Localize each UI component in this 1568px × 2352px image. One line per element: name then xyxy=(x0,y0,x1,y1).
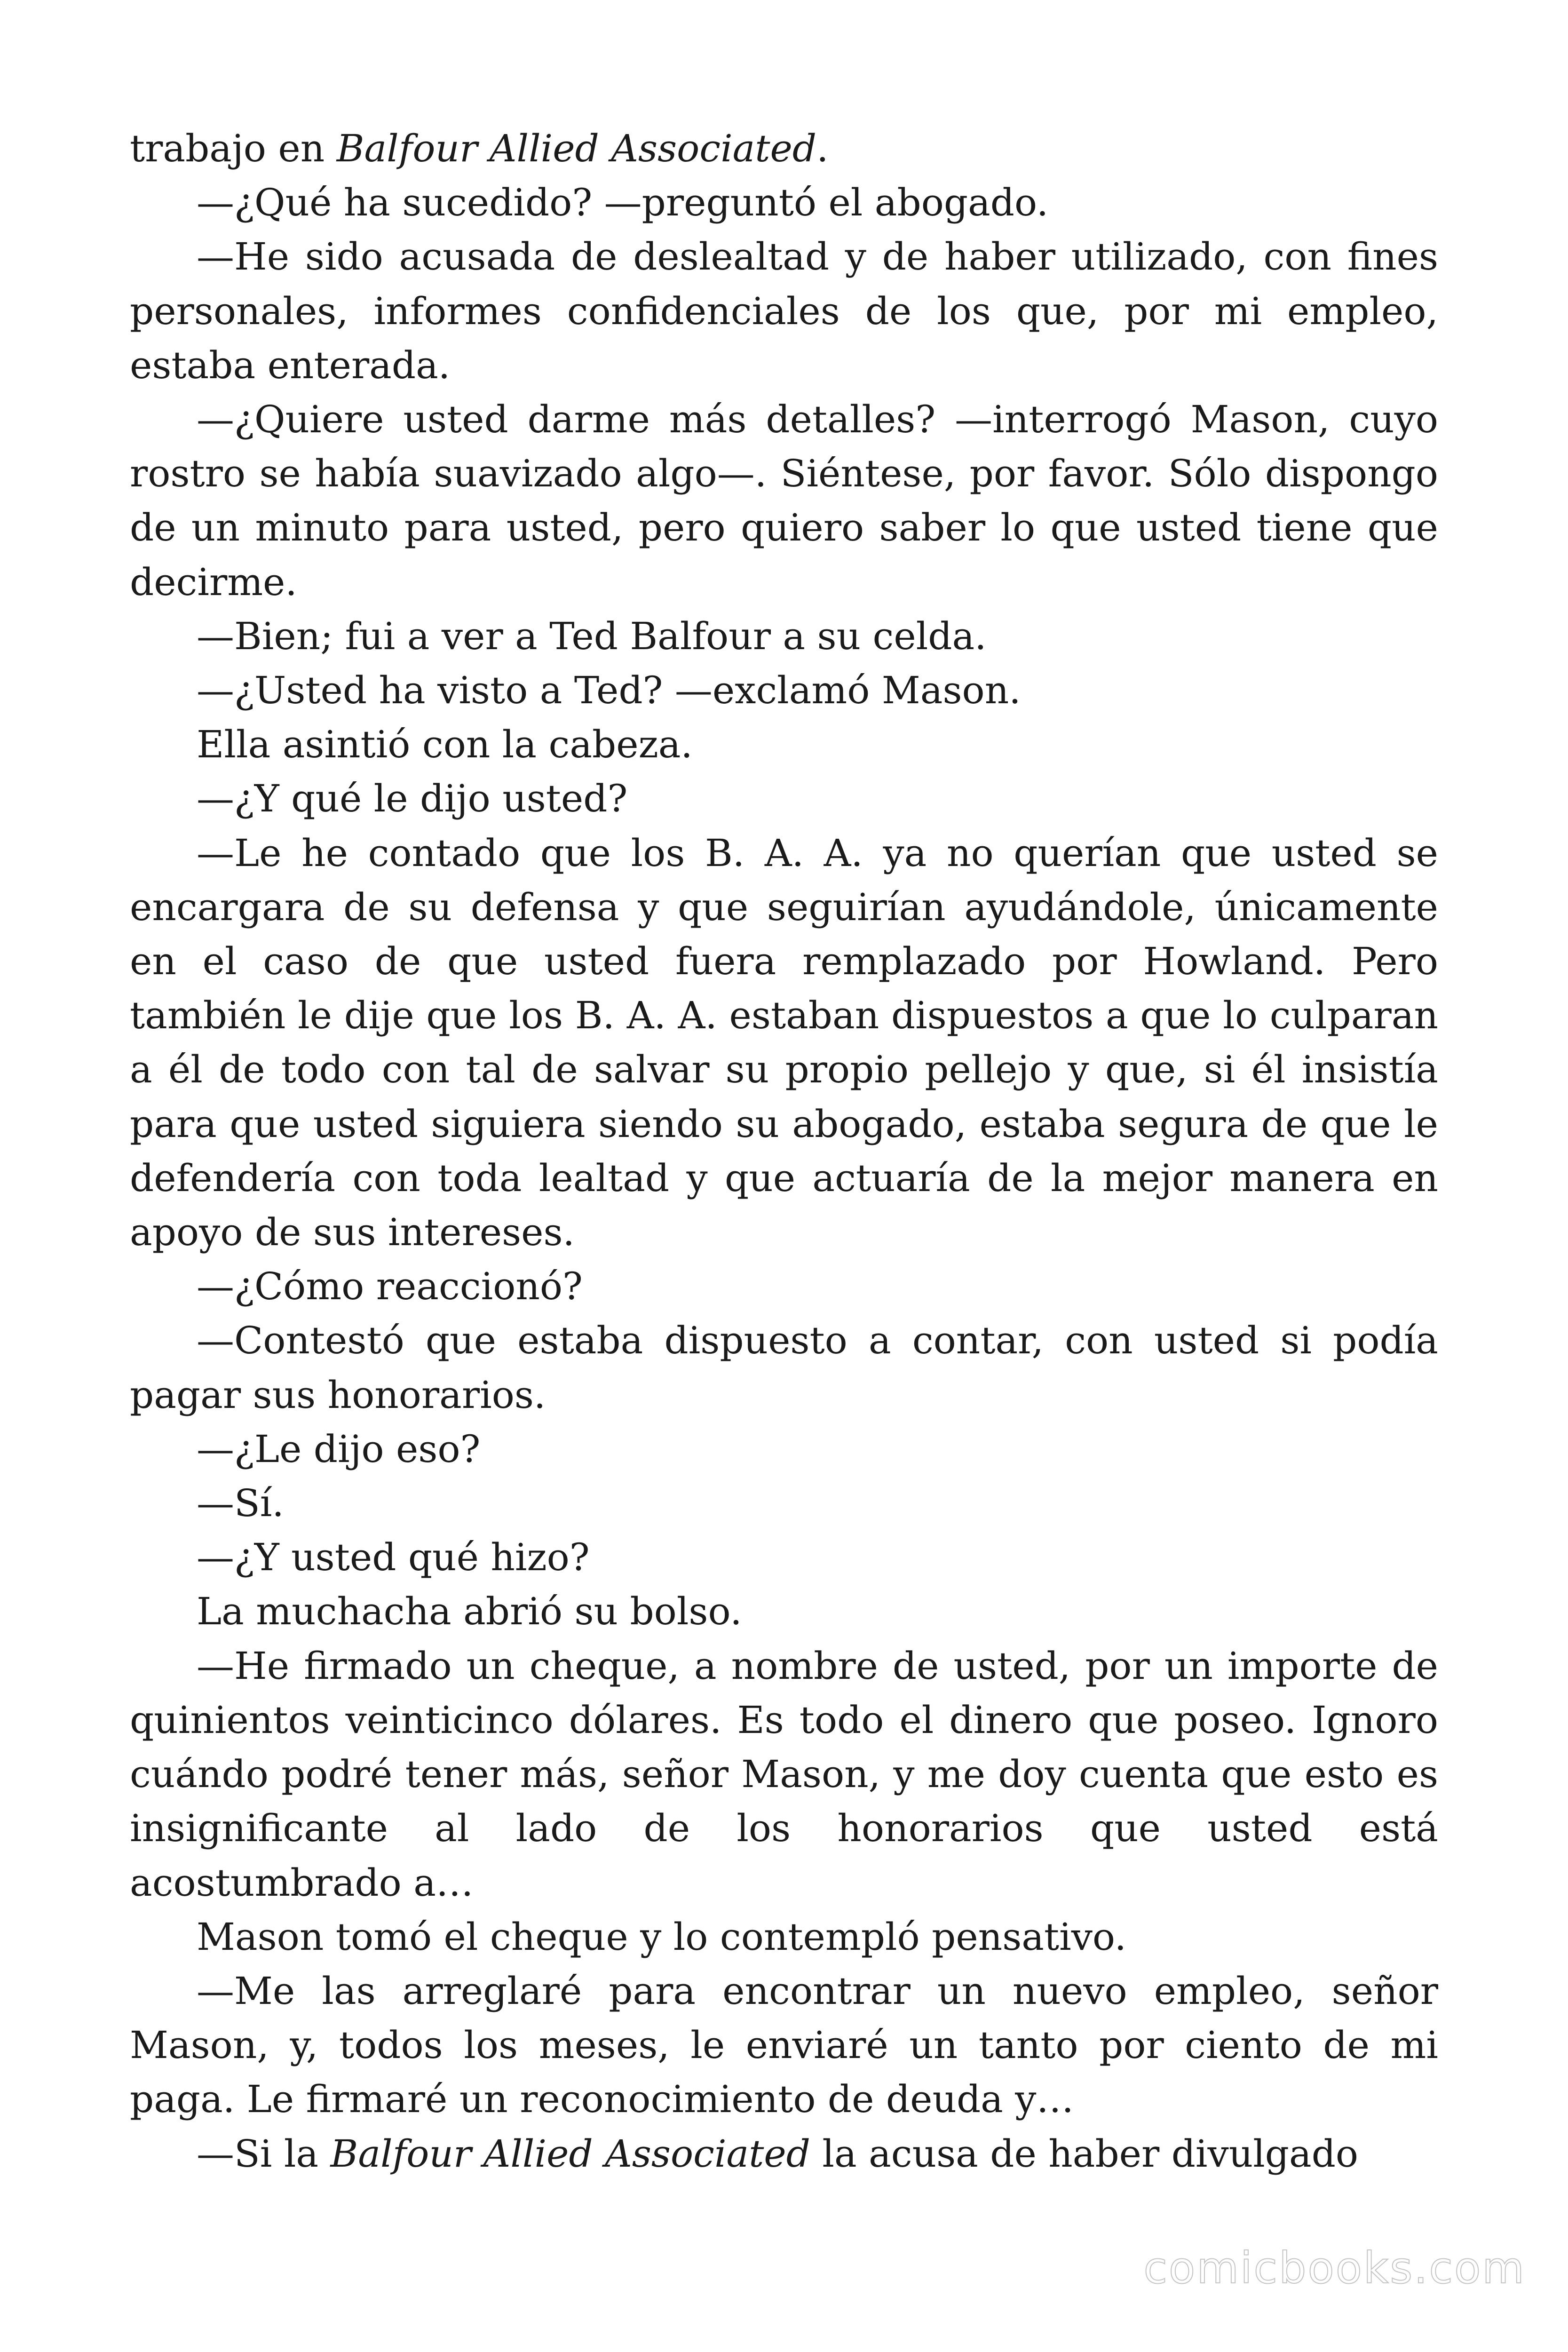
paragraph: —¿Le dijo eso? xyxy=(197,1427,481,1471)
paragraph: Mason tomó el cheque y lo contempló pensativo. xyxy=(197,1915,1127,1959)
paragraph: —¿Quiere usted darme más detalles? —interrogó Mason, cuyo rostro se había suavizado algo—. Siéntese, por favor. Sólo dispongo de un minuto para usted, pero quiero saber lo que usted tiene que decirme. xyxy=(130,397,1438,604)
company-name: Balfour Allied Associated xyxy=(336,127,817,170)
paragraph: —¿Qué ha sucedido? —preguntó el abogado. xyxy=(197,181,1049,225)
paragraph: —Le he contado que los B. A. A. ya no querían que usted se encargara de su defensa y que seguirían ayudándole, únicamente en el caso de que usted fuera remplazado por Howland. Pero también le dije que los B. A. A. estaban dispuestos a que lo culparan a él de todo con tal de salvar su propio pellejo y que, si él insistía para que usted siguiera siendo su abogado, estaba segura de que le defendería con toda lealtad y que actuaría de la mejor manera en apoyo de sus intereses. xyxy=(130,831,1438,1255)
paragraph: —Contestó que estaba dispuesto a contar, con usted si podía pagar sus honorarios. xyxy=(130,1319,1438,1417)
paragraph: —Si la Balfour Allied Associated la acusa de haber divulgado xyxy=(197,2131,1359,2176)
paragraph: —Bien; fui a ver a Ted Balfour a su celda. xyxy=(197,614,987,658)
body-text xyxy=(130,121,1438,2181)
paragraph: —He firmado un cheque, a nombre de usted, por un importe de quinientos veinticinco dólares. Es todo el dinero que poseo. Ignoro cuándo podré tener más, señor Mason, y me doy cuenta que esto es insignificante al lado de los honorarios que usted está acostumbrado a… xyxy=(130,1644,1438,1905)
paragraph: —¿Y qué le dijo usted? xyxy=(197,777,628,821)
company-name: Balfour Allied Associated xyxy=(330,2131,810,2176)
paragraph: —Sí. xyxy=(197,1481,284,1526)
paragraph: —¿Cómo reaccionó? xyxy=(197,1264,583,1309)
paragraph: —Me las arreglaré para encontrar un nuevo empleo, señor Mason, y, todos los meses, le enviaré un tanto por ciento de mi paga. Le firmaré un reconocimiento de deuda y… xyxy=(130,1969,1438,2122)
paragraph: —¿Usted ha visto a Ted? —exclamó Mason. xyxy=(197,668,1021,713)
paragraph: Ella asintió con la cabeza. xyxy=(197,723,693,767)
paragraph: trabajo en Balfour Allied Associated. xyxy=(130,127,829,170)
paragraph: —¿Y usted qué hizo? xyxy=(197,1535,590,1580)
paragraph: La muchacha abrió su bolso. xyxy=(197,1589,742,1634)
watermark: comicbooks.com xyxy=(1143,2243,1526,2293)
paragraph: —He sido acusada de deslealtad y de haber utilizado, con fines personales, informes confidenciales de los que, por mi empleo, estaba enterada. xyxy=(130,235,1438,387)
